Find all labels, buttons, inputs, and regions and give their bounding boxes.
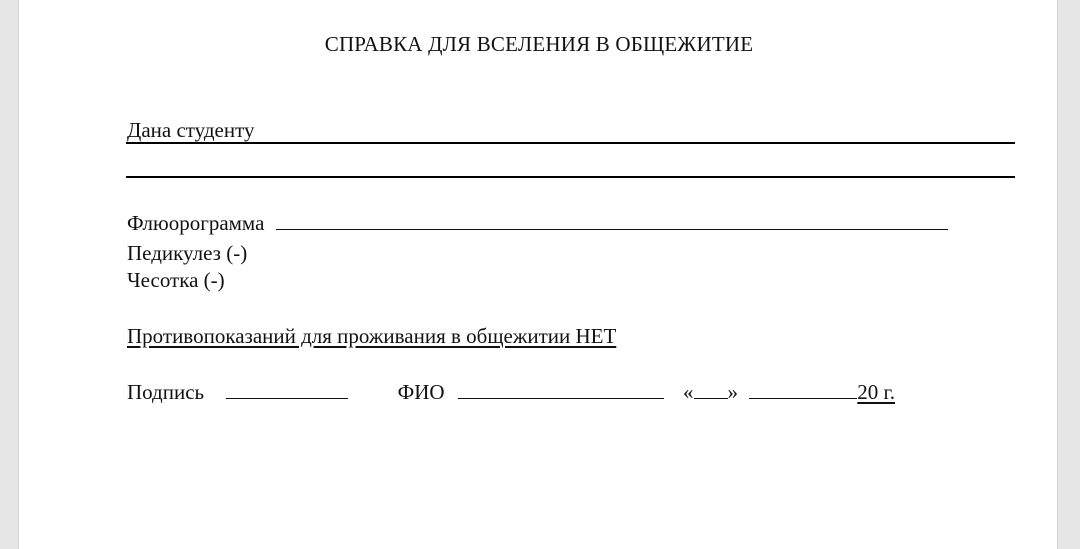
given-to-line-1 [126,142,1015,144]
signature-blank [226,380,348,399]
scabies-label: Чесотка (-) [127,268,225,292]
date-close-quote: » [727,380,739,404]
fluorography-blank [276,211,948,230]
document-page [18,0,1058,549]
fio-blank [458,380,664,399]
no-contraindications-text: Противопоказаний для проживания в общежитии НЕТ [127,324,617,348]
given-to-label: Дана студенту [127,118,255,142]
fio-label: ФИО [397,380,445,404]
signature-row [127,380,895,404]
day-blank [694,380,728,399]
fluorography-label: Флюорограмма [127,211,265,235]
date-open-quote: « [683,380,694,404]
signature-label: Подпись [127,380,205,404]
fluorography-row [127,211,948,235]
given-to-line-2 [126,176,1015,178]
month-blank [749,380,857,399]
pediculosis-label: Педикулез (-) [127,241,248,265]
year-label: 20 г. [857,380,896,404]
document-title: СПРАВКА ДЛЯ ВСЕЛЕНИЯ В ОБЩЕЖИТИЕ [324,32,754,56]
